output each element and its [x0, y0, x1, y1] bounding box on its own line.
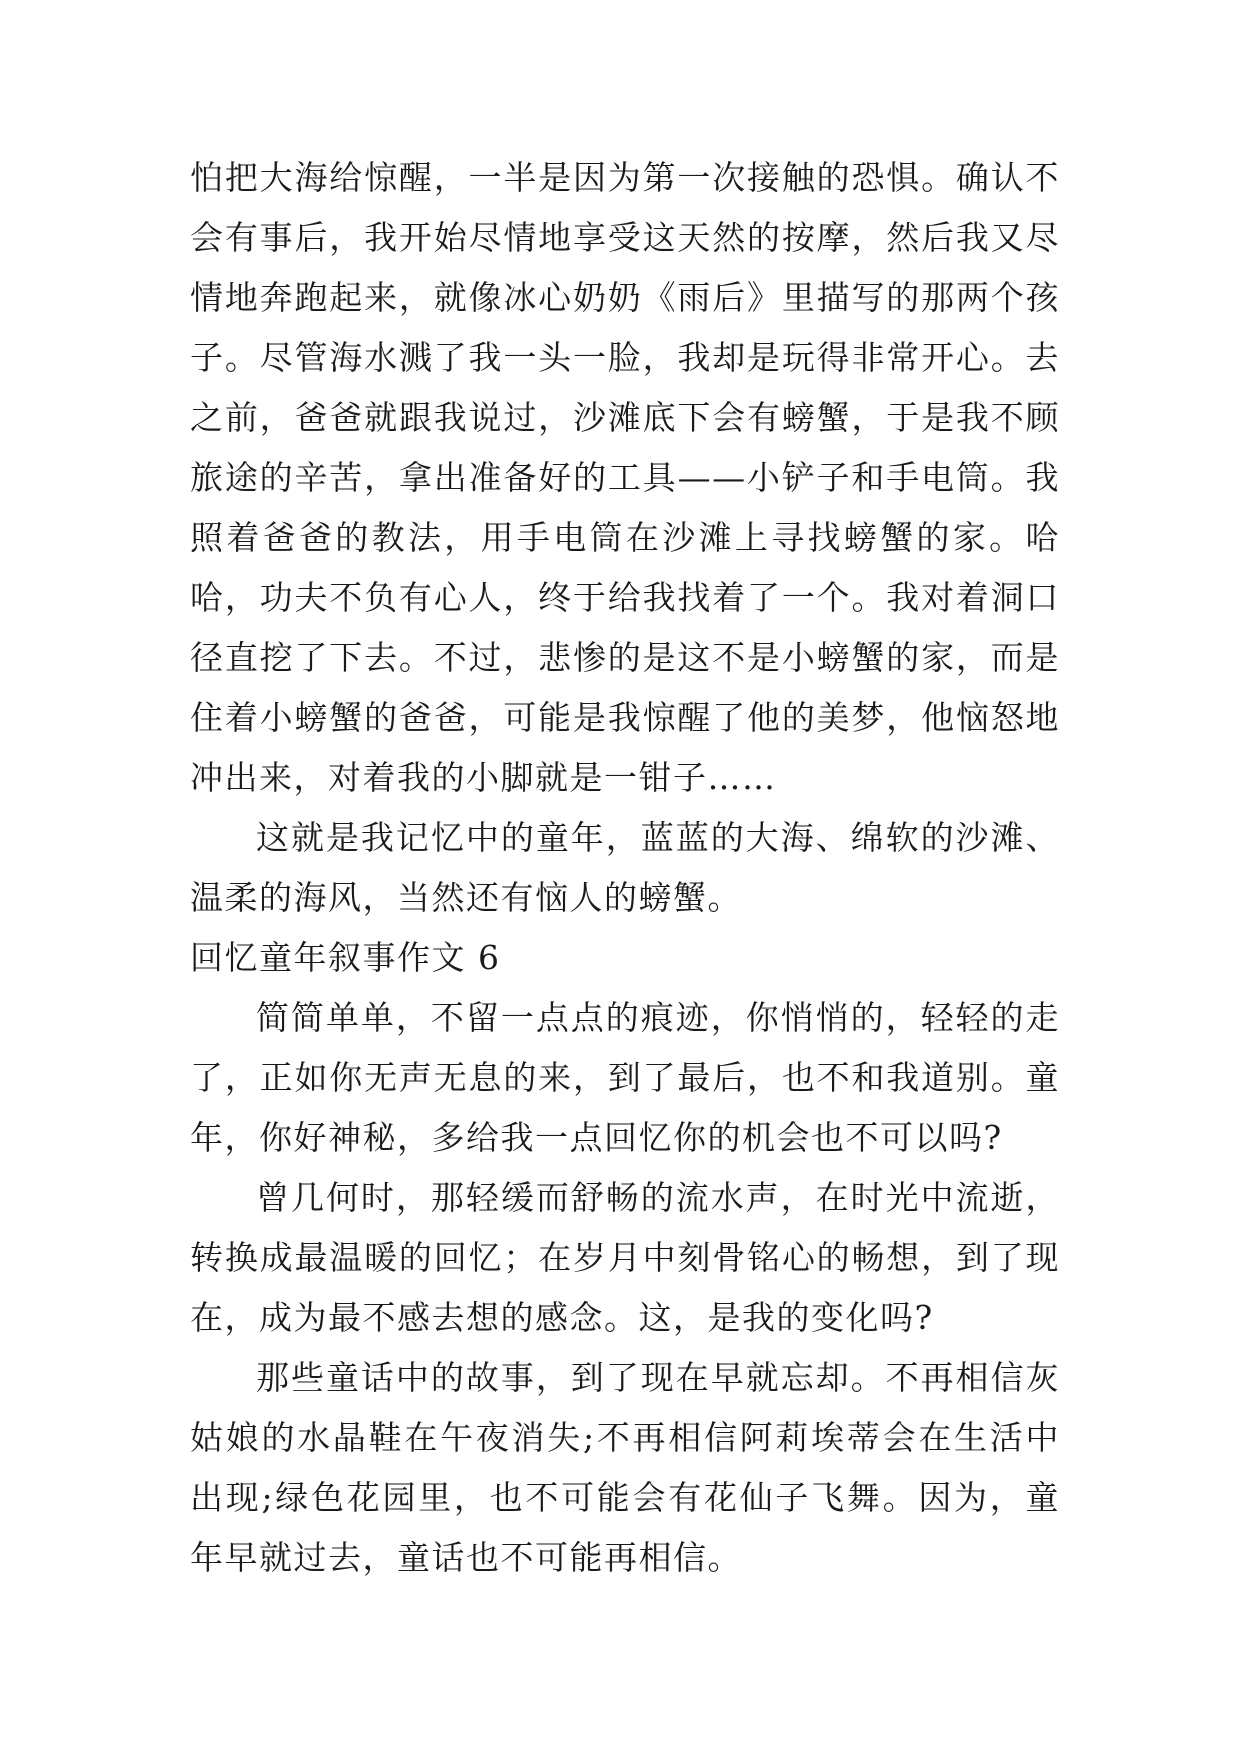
- document-page: [190, 148, 1060, 1588]
- paragraph-childhood-memory: 这就是我记忆中的童年，蓝蓝的大海、绵软的沙滩、温柔的海风，当然还有恼人的螃蟹。: [190, 818, 1060, 917]
- paragraph-flowing-water: 曾几何时，那轻缓而舒畅的流水声，在时光中流逝，转换成最温暖的回忆；在岁月中刻骨铭心的畅想，到了现在，成为最不感去想的感念。这，是我的变化吗?: [190, 1178, 1060, 1337]
- paragraph-fairy-tales: 那些童话中的故事，到了现在早就忘却。不再相信灰姑娘的水晶鞋在午夜消失;不再相信阿莉埃蒂会在生活中出现;绿色花园里，也不可能会有花仙子飞舞。因为，童年早就过去，童话也不可能再相信。: [190, 1358, 1060, 1577]
- paragraph-crab-story: 怕把大海给惊醒，一半是因为第一次接触的恐惧。确认不会有事后，我开始尽情地享受这天然的按摩，然后我又尽情地奔跑起来，就像冰心奶奶《雨后》里描写的那两个孩子。尽管海水溅了我一头一脸，我却是玩得非常开心。去之前，爸爸就跟我说过，沙滩底下会有螃蟹，于是我不顾旅途的辛苦，拿出准备好的工具——小铲子和手电筒。我照着爸爸的教法，用手电筒在沙滩上寻找螃蟹的家。哈哈，功夫不负有心人，终于给我找着了一个。我对着洞口径直挖了下去。不过，悲惨的是这不是小螃蟹的家，而是住着小螃蟹的爸爸，可能是我惊醒了他的美梦，他恼怒地冲出来，对着我的小脚就是一钳子……: [190, 158, 1060, 797]
- section-title: 回忆童年叙事作文 6: [190, 938, 501, 977]
- paragraph-simple-departure: 简简单单，不留一点点的痕迹，你悄悄的，轻轻的走了，正如你无声无息的来，到了最后，也不和我道别。童年，你好神秘，多给我一点回忆你的机会也不可以吗?: [190, 998, 1060, 1157]
